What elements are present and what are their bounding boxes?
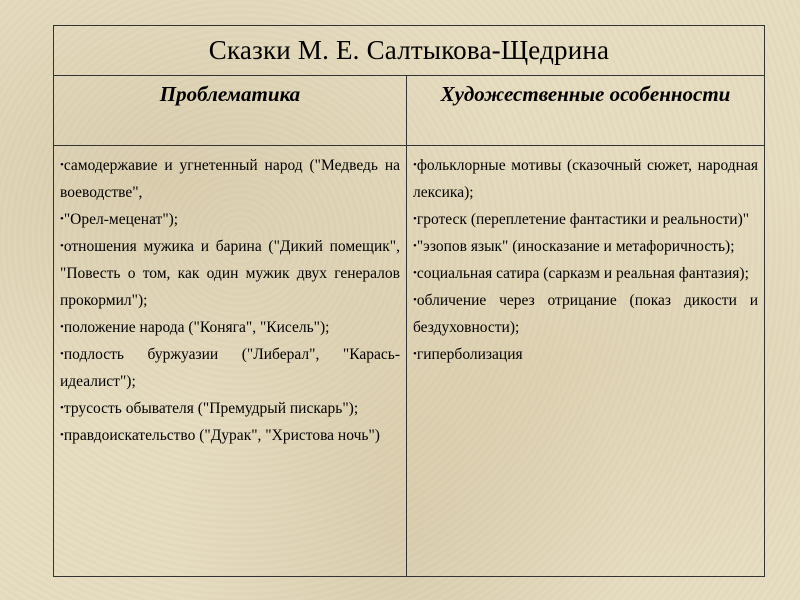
list-item-text: гиперболизация bbox=[416, 346, 523, 363]
list-item-text: гротеск (переплетение фантастики и реальности)" bbox=[416, 211, 750, 228]
list-item-text: отношения мужика и барина ("Дикий помещик", "Повесть о том, как один мужик двух генералов прокормил"); bbox=[60, 238, 400, 309]
column-header-problematics: Проблематика bbox=[54, 76, 407, 146]
list-item bbox=[60, 395, 400, 422]
list-item bbox=[413, 152, 758, 206]
problematics-cell bbox=[54, 146, 407, 576]
bullet-icon: • bbox=[413, 240, 417, 252]
list-item bbox=[413, 260, 758, 287]
bullet-icon: • bbox=[60, 240, 64, 252]
bullet-icon: • bbox=[60, 159, 64, 171]
list-item bbox=[413, 287, 758, 341]
bullet-icon: • bbox=[60, 213, 64, 225]
list-item-text: обличение через отрицание (показ дикости и бездуховности); bbox=[413, 292, 758, 336]
list-item bbox=[60, 233, 400, 314]
bullet-icon: • bbox=[413, 159, 417, 171]
bullet-icon: • bbox=[60, 402, 64, 414]
list-item bbox=[60, 314, 400, 341]
list-item-text: положение народа ("Коняга", "Кисель"); bbox=[63, 319, 330, 336]
table-title: Сказки М. Е. Салтыкова-Щедрина bbox=[54, 26, 764, 76]
bullet-icon: • bbox=[60, 348, 64, 360]
column-header-artistic-features: Художественные особенности bbox=[407, 76, 764, 146]
list-item bbox=[60, 341, 400, 395]
artistic-features-list bbox=[413, 152, 758, 368]
bullet-icon: • bbox=[413, 348, 417, 360]
list-item-text: социальная сатира (сарказм и реальная фантазия); bbox=[416, 265, 749, 282]
list-item bbox=[413, 206, 758, 233]
bullet-icon: • bbox=[60, 321, 64, 333]
bullet-icon: • bbox=[413, 213, 417, 225]
list-item-text: правдоискательство ("Дурак", "Христова ночь") bbox=[63, 427, 380, 444]
list-item-text: подлость буржуазии ("Либерал", "Карась-идеалист"); bbox=[60, 346, 400, 390]
list-item bbox=[413, 233, 758, 260]
bullet-icon: • bbox=[413, 294, 417, 306]
bullet-icon: • bbox=[413, 267, 417, 279]
list-item bbox=[60, 206, 400, 233]
list-item bbox=[60, 422, 400, 449]
list-item-text: "Орел-меценат"); bbox=[63, 211, 179, 228]
list-item-text: трусость обывателя ("Премудрый пискарь"); bbox=[63, 400, 359, 417]
list-item bbox=[413, 341, 758, 368]
problematics-list bbox=[60, 152, 400, 449]
list-item-text: "эзопов язык" (иносказание и метафоричность); bbox=[416, 238, 735, 255]
literature-table bbox=[53, 25, 765, 577]
list-item-text: фольклорные мотивы (сказочный сюжет, народная лексика); bbox=[413, 157, 758, 201]
artistic-features-cell bbox=[407, 146, 764, 576]
list-item bbox=[60, 152, 400, 206]
list-item-text: самодержавие и угнетенный народ ("Медведь на воеводстве", bbox=[60, 157, 400, 201]
bullet-icon: • bbox=[60, 429, 64, 441]
